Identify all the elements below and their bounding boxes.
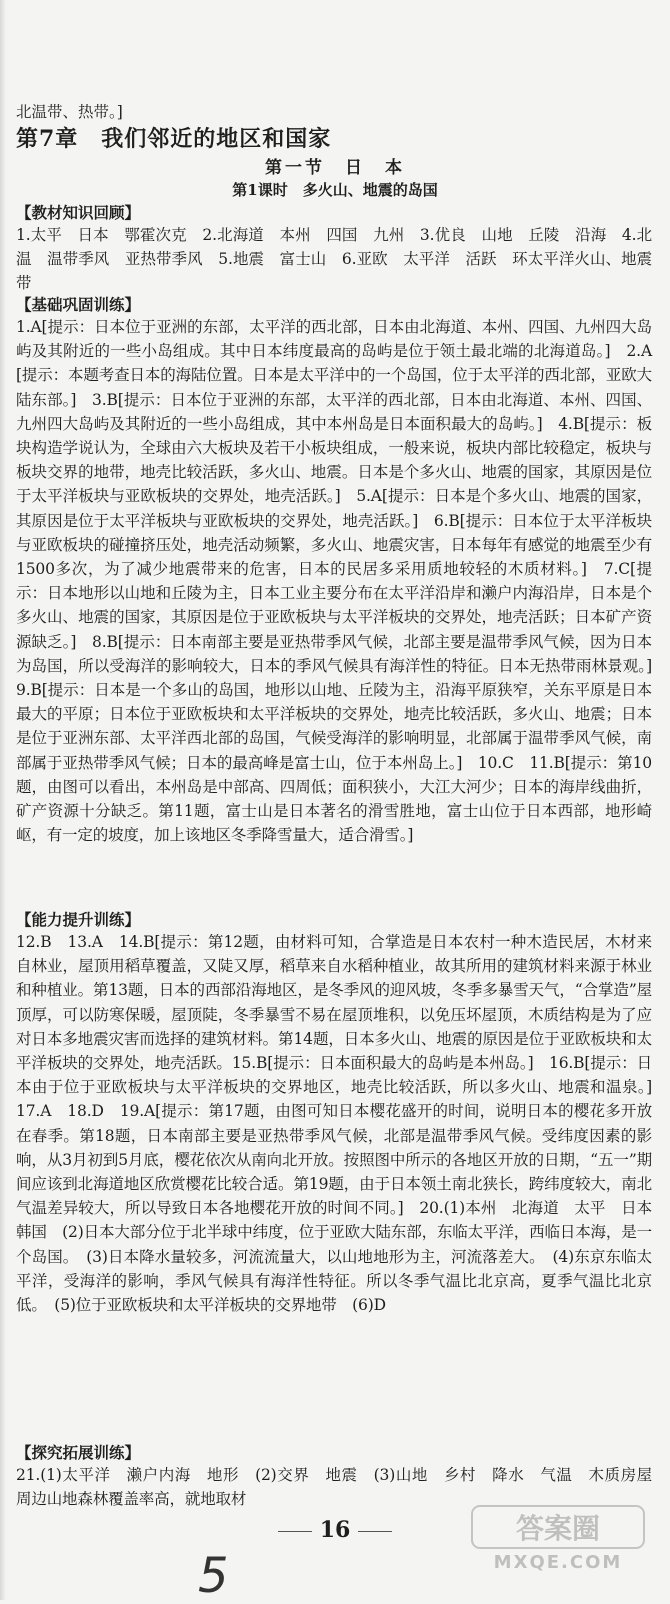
explore-training-header: 【探究拓展训练】 <box>16 1443 141 1462</box>
page-number-right-rule <box>358 1531 392 1532</box>
chapter-title: 第7章 我们邻近的地区和国家 <box>16 126 332 152</box>
lesson-title: 第1课时 多火山、地震的岛国 <box>232 181 438 199</box>
basic-training-header: 【基础巩固训练】 <box>16 295 141 314</box>
ability-training-answers: 12.B 13.A 14.B[提示：第12题，由材料可知，合掌造是日本农村一种木造民居，木材来自林业，屋顶用稻草覆盖，又陡又厚，稻草来自水稻种植业，故其所用的建筑材料来源于林业和种植业。第13题，日本的西部沿海地区，是冬季风的迎风坡，冬季多暴雪天气，“合掌造”屋顶厚，可以防寒保暖，屋顶陡，冬季暴雪不易在屋顶堆积，以免压坏屋顶，木质结构是为了应对日本多地震灾害而选择的建筑材料。第14题，日本多火山、地震的原因是位于亚欧板块和太平洋板块的交界处，地壳活跃。15.B[提示：日本面积最大的岛屿是本州岛。] 16.B[提示：日本由于位于亚欧板块与太平洋板块的交界地区，地壳比较活跃，所以多火山、地震和温泉。] 17.A 18.D 19.A[提示：第17题，由图可知日本樱花盛开的时间，说明日本的樱花多开放在春季。第18题，日本南部主要是亚热带季风气候，北部是温带季风气候。受纬度因素的影响，从3月初到5月底，樱花依次从南向北开放。按照图中所示的各地区开放的日期，“五一”期间应该到北海道地区欣赏樱花比较合适。第19题，由于日本领土南北狭长，跨纬度较大，南北气温差异较大，所以导致日本各地樱花开放的时间不同。] 20.(1)本州 北海道 太平 日本 韩国 (2)日本大部分位于北半球中纬度，位于亚欧大陆东部，东临太平洋，西临日本海，是一个岛国。 (3)日本降水量较多，河流流量大，以山地地形为主，河流落差大。 (4)东京东临太平洋，受海洋的影响，季风气候具有海洋性特征。所以冬季气温比北京高，夏季气温比北京低。 (5)位于亚欧板块和太平洋板块的交界地带 (6)D <box>16 933 668 1315</box>
handwritten-mark: 5 <box>198 1548 229 1604</box>
review-answers: 1.太平 日本 鄂霍次克 2.北海道 本州 四国 九州 3.优良 山地 丘陵 沿海 4.北温 温带季风 亚热带季风 5.地震 富士山 6.亚欧 太平洋 活跃 环太平洋火山、地震带 <box>16 226 652 293</box>
watermark-text-top: 答案圈 <box>515 1512 601 1545</box>
page-number-left-rule <box>278 1531 312 1532</box>
continuation-line: 北温带、热带。] <box>16 103 123 121</box>
watermark-logo <box>470 1504 646 1574</box>
explore-training-answers: 21.(1)太平洋 濑户内海 地形 (2)交界 地震 (3)山地 乡村 降水 气温 木质房屋 周边山地森林覆盖率高，就地取材 <box>16 1466 668 1509</box>
scan-edge-shadow <box>0 0 6 1600</box>
basic-training-answers: 1.A[提示：日本位于亚洲的东部，太平洋的西北部，日本由北海道、本州、四国、九州四大岛屿及其附近的一些小岛组成。其中日本纬度最高的岛屿是位于领土最北端的北海道岛。] 2.A[提示：本题考查日本的海陆位置。日本是太平洋中的一个岛国，位于太平洋的西北部，亚欧大陆东部。] 3.B[提示：日本位于亚洲的东部，太平洋的西北部，日本由北海道、本州、四国、九州四大岛屿及其附近的一些小岛组成，其中本州岛是日本面积最大的岛屿。] 4.B[提示：板块构造学说认为，全球由六大板块及若干小板块组成，一般来说，板块内部比较稳定，板块与板块交界的地带，地壳比较活跃，多火山、地震。日本是个多火山、地震的国家，其原因是位于太平洋板块与亚欧板块的交界处，地壳活跃。] 5.A[提示：日本是个多火山、地震的国家，其原因是位于太平洋板块与亚欧板块的交界处，地壳活跃。] 6.B[提示：日本位于太平洋板块与亚欧板块的碰撞挤压处，地壳活动频繁，多火山、地震灾害，日本每年有感觉的地震至少有1500多次，为了减少地震带来的危害，日本的民居多采用质地较轻的木质材料。] 7.C[提示：日本地形以山地和丘陵为主，日本工业主要分布在太平洋沿岸和濑户内海沿岸，日本是个多火山、地震的国家，其原因是位于亚欧板块与太平洋板块的交界处，地壳活跃；日本矿产资源缺乏。] 8.B[提示：日本南部主要是亚热带季风气候，北部主要是温带季风气候，因为日本为岛国，所以受海洋的影响较大，日本的季风气候具有海洋性的特征。日本无热带雨林景观。] 9.B[提示：日本是一个多山的岛国，地形以山地、丘陵为主，沿海平原狭窄，关东平原是日本最大的平原；日本位于亚欧板块和太平洋板块的交界处，地壳比较活跃，多火山、地震；日本是位于亚洲东部、太平洋西北部的岛国，气候受海洋的影响明显，北部属于温带季风气候，南部属于亚热带季风气候；日本的最高峰是富士山，位于本州岛上。] 10.C 11.B[提示：第10题，由图可以看出，本州岛是中部高、四周低；面积狭小，大江大河少；日本的海岸线曲折，矿产资源十分缺乏。第11题，富士山是日本著名的滑雪胜地，富士山位于日本西部，地形崎岖，有一定的坡度，加上该地区冬季降雪量大，适合滑雪。] <box>16 318 668 845</box>
watermark-text-bottom: MXQE.COM <box>493 1552 623 1573</box>
section-title: 第一节 日 本 <box>265 158 405 178</box>
ability-training-header: 【能力提升训练】 <box>16 910 141 929</box>
page-number-text: 16 <box>319 1517 351 1543</box>
review-header: 【教材知识回顾】 <box>16 203 141 222</box>
